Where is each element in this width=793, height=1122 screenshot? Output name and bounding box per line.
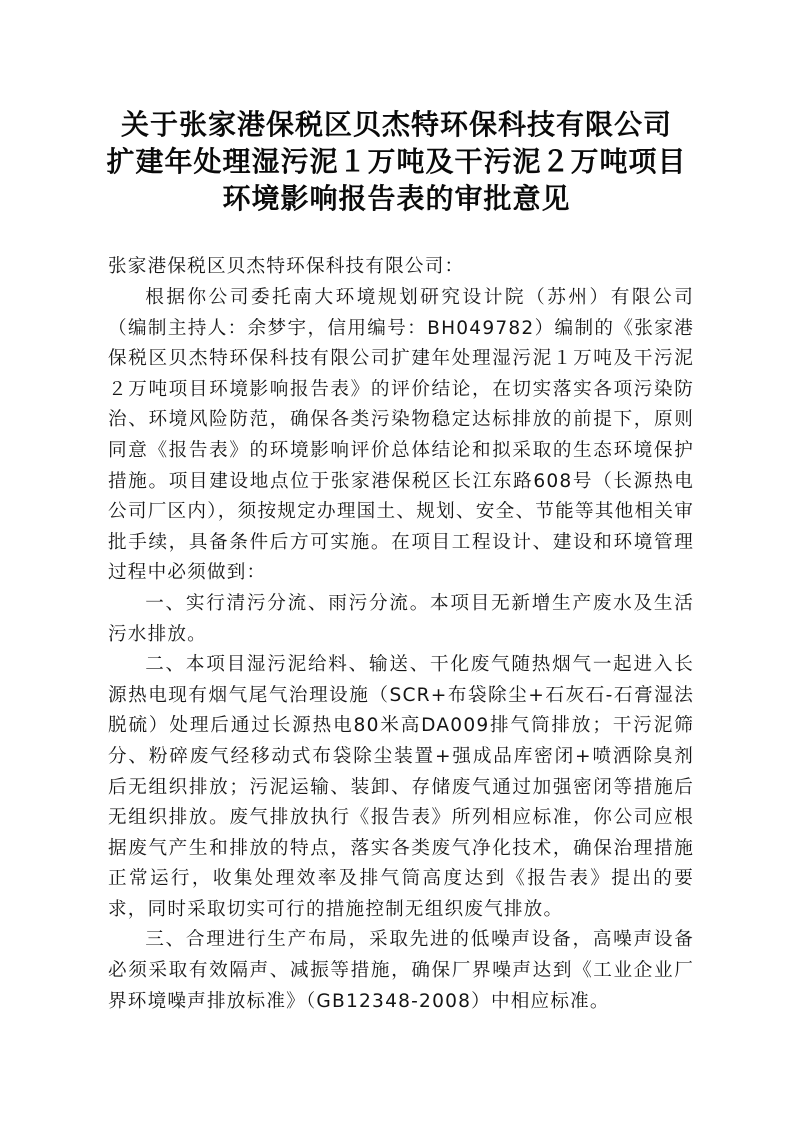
paragraph-item-3: 三、合理进行生产布局，采取先进的低噪声设备，高噪声设备必须采取有效隔声、减振等措施，确保厂界噪声达到《工业企业厂界环境噪声排放标准》（GB12348-2008）中相应标准。 — [108, 929, 694, 1012]
document-body — [108, 283, 694, 1017]
document-title-line-2: 扩建年处理湿污泥１万吨及干污泥２万吨项目 — [106, 145, 687, 178]
salutation: 张家港保税区贝杰特环保科技有限公司： — [108, 256, 465, 277]
paragraph-intro: 根据你公司委托南大环境规划研究设计院（苏州）有限公司（编制主持人：余梦宇，信用编号：BH049782）编制的《张家港保税区贝杰特环保科技有限公司扩建年处理湿污泥１万吨及干污泥２万吨项目环境影响报告表》的评价结论，在切实落实各项污染防治、环境风险防范，确保各类污染物稳定达标排放的前提下，原则同意《报告表》的环境影响评价总体结论和拟采取的生态环境保护措施。项目建设地点位于张家港保税区长江东路608号（长源热电公司厂区内），须按规定办理国土、规划、安全、节能等其他相关审批手续，具备条件后方可实施。在项目工程设计、建设和环境管理过程中必须做到： — [108, 287, 694, 584]
document-title-line-1: 关于张家港保税区贝杰特环保科技有限公司 — [120, 108, 672, 141]
paragraph-item-1: 一、实行清污分流、雨污分流。本项目无新增生产废水及生活污水排放。 — [108, 592, 694, 645]
paragraph-item-2: 二、本项目湿污泥给料、输送、干化废气随热烟气一起进入长源热电现有烟气尾气治理设施（SCR+布袋除尘+石灰石-石膏湿法脱硫）处理后通过长源热电80米高DA009排气筒排放；干污泥筛分、粉碎废气经移动式布袋除尘装置+强成品库密闭+喷洒除臭剂后无组织排放；污泥运输、装卸、存储废气通过加强密闭等措施后无组织排放。废气排放执行《报告表》所列相应标准，你公司应根据废气产生和排放的特点，落实各类废气净化技术，确保治理措施正常运行，收集处理效率及排气筒高度达到《报告表》提出的要求，同时采取切实可行的措施控制无组织废气排放。 — [108, 654, 694, 920]
document-title-line-3: 环境影响报告表的审批意见 — [222, 182, 571, 215]
